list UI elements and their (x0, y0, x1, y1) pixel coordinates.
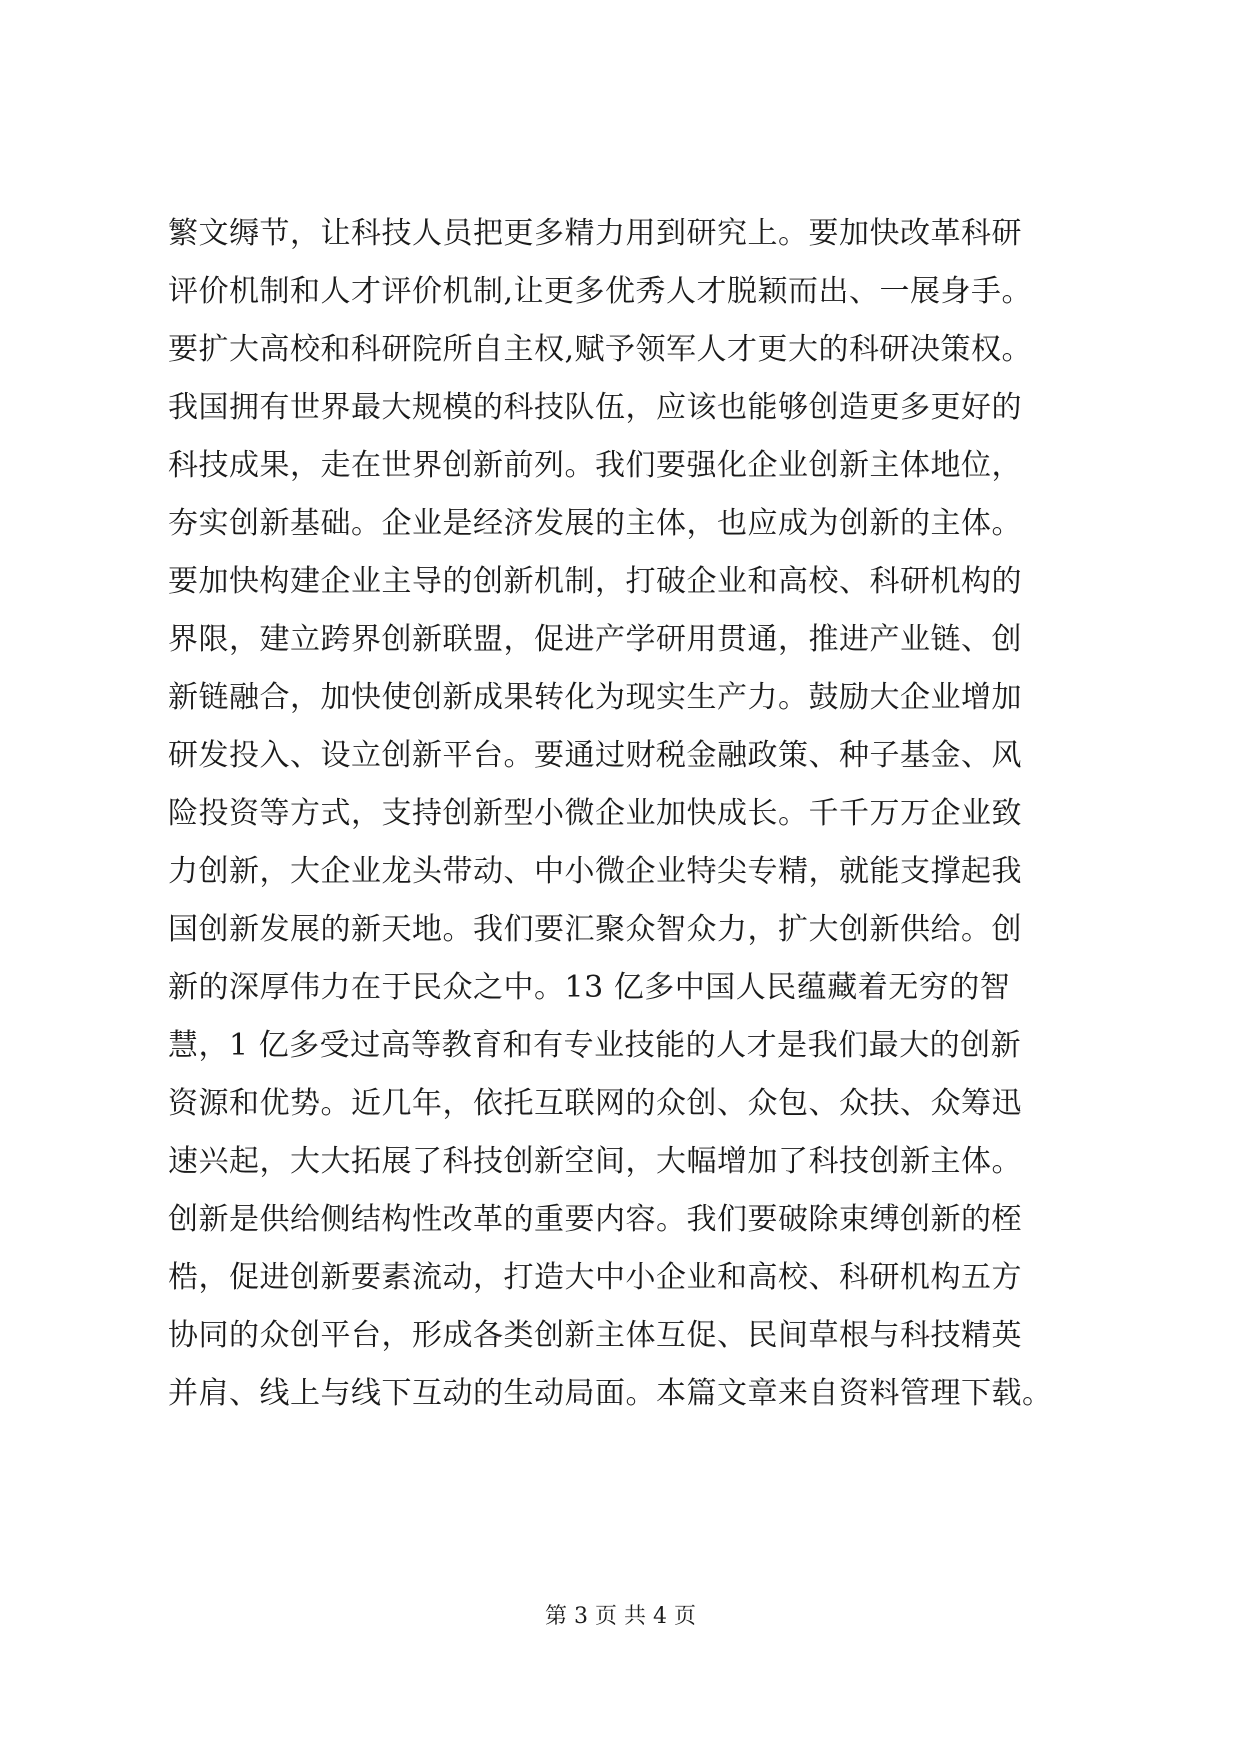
text-line: 我国拥有世界最大规模的科技队伍，应该也能够创造更多更好的 (168, 390, 1022, 425)
text-line: 力创新，大企业龙头带动、中小微企业特尖专精，就能支撑起我 (168, 854, 1022, 889)
text-line: 新的深厚伟力在于民众之中。13 亿多中国人民蕴藏着无穷的智 (168, 970, 1011, 1005)
text-line: 协同的众创平台，形成各类创新主体互促、民间草根与科技精英 (168, 1318, 1022, 1353)
text-line: 并肩、线上与线下互动的生动局面。本篇文章来自资料管理下载。 (168, 1376, 1053, 1411)
text-line: 新链融合，加快使创新成果转化为现实生产力。鼓励大企业增加 (168, 680, 1022, 715)
text-line: 速兴起，大大拓展了科技创新空间，大幅增加了科技创新主体。 (168, 1144, 1022, 1179)
text-line: 险投资等方式，支持创新型小微企业加快成长。千千万万企业致 (168, 796, 1022, 831)
text-line: 研发投入、设立创新平台。要通过财税金融政策、种子基金、风 (168, 738, 1022, 773)
text-line: 界限，建立跨界创新联盟，促进产学研用贯通，推进产业链、创 (168, 622, 1022, 657)
page-number-label: 第 3 页 共 4 页 (545, 1604, 696, 1629)
text-line: 要加快构建企业主导的创新机制，打破企业和高校、科研机构的 (168, 564, 1022, 599)
text-line: 繁文缛节，让科技人员把更多精力用到研究上。要加快改革科研 (168, 216, 1022, 251)
text-line: 国创新发展的新天地。我们要汇聚众智众力，扩大创新供给。创 (168, 912, 1022, 947)
text-line: 科技成果，走在世界创新前列。我们要强化企业创新主体地位， (168, 448, 1022, 483)
text-line: 资源和优势。近几年，依托互联网的众创、众包、众扶、众筹迅 (168, 1086, 1022, 1121)
text-line: 梏，促进创新要素流动，打造大中小企业和高校、科研机构五方 (168, 1260, 1022, 1295)
text-line: 慧，1 亿多受过高等教育和有专业技能的人才是我们最大的创新 (168, 1028, 1022, 1063)
page-footer (0, 1602, 1241, 1632)
text-line: 评价机制和人才评价机制,让更多优秀人才脱颖而出、一展身手。 (168, 274, 1033, 309)
text-line: 要扩大高校和科研院所自主权,赋予领军人才更大的科研决策权。 (168, 332, 1033, 367)
text-line: 创新是供给侧结构性改革的重要内容。我们要破除束缚创新的桎 (168, 1202, 1022, 1237)
body-text (168, 205, 1128, 1423)
text-line: 夯实创新基础。企业是经济发展的主体，也应成为创新的主体。 (168, 506, 1022, 541)
